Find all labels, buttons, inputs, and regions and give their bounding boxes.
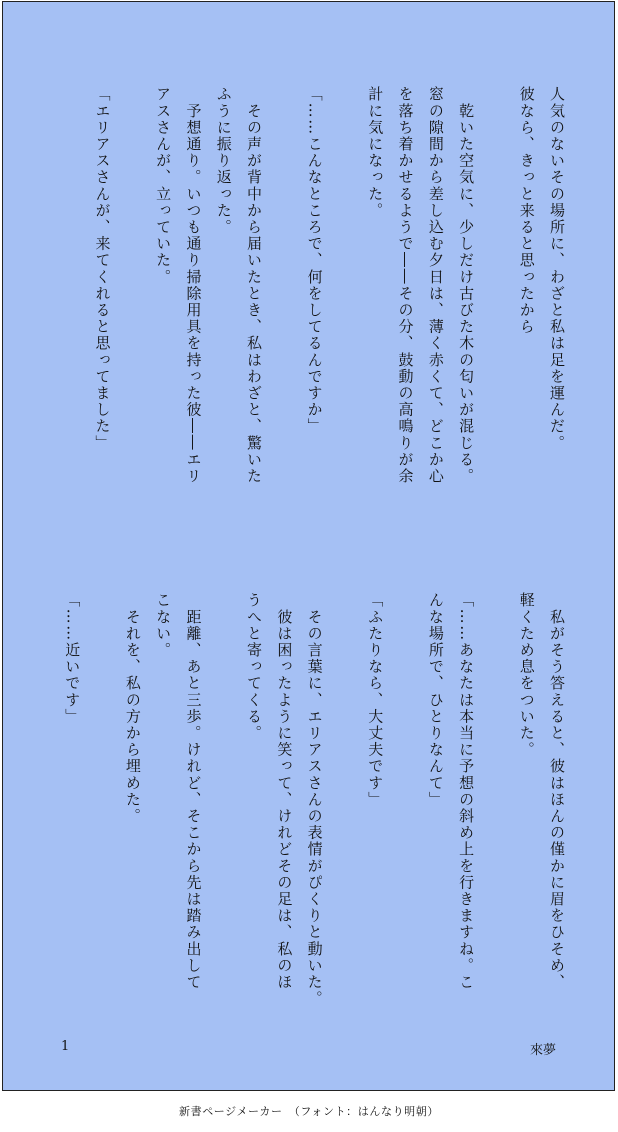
upper-text-line [118,86,148,546]
lower-text-line: 彼は困ったように笑って、けれどその足は、私のほ [275,592,294,991]
footer-caption: 新書ページメーカー （フォント：はんなり明朝） [179,1105,439,1118]
upper-text-line: を落ち着かせるようで――その分、鼓動の高鳴りが余 [396,86,415,485]
lower-text-line: 軽くため息をついた。 [517,592,536,758]
lower-text-line: うへと寄ってくる。 [245,592,264,742]
lower-text-line [87,592,117,1052]
upper-text-line [481,86,511,546]
lower-text-line: 私がそう答えると、彼はほんの僅かに眉をひそめ、 [548,592,566,991]
lower-text-line: 「……近いです」 [63,592,82,725]
lower-text-line: それを、私の方から埋めた。 [123,592,142,825]
upper-text-line: 「……こんなところで、何をしてるんですか」 [305,86,324,435]
upper-text-line: 予想通り。いつも通り掃除用具を持った彼――エリ [184,86,203,485]
lower-text-line [330,592,360,1052]
manuscript-page [2,1,615,1091]
upper-text-line: 乾いた空気に、少しだけ古びた木の匂いが混じる。 [457,86,476,485]
upper-text-line: 窓の隙間から差し込む夕日は、薄く赤くて、どこか心 [426,86,445,485]
upper-text-line: アスさんが、立っていた。 [154,86,173,286]
upper-text-line: 彼なら、きっと来ると思ったから [517,86,536,335]
lower-text-line: 「ふたりなら、大丈夫です」 [366,592,385,808]
lower-text-line [481,592,511,1052]
lower-text-line: 距離、あと三歩。けれど、そこから先は踏み出して [184,592,203,991]
lower-text-line: その言葉に、エリアスさんの表情がぴくりと動いた。 [305,592,324,1007]
lower-text-line: こない。 [154,592,173,659]
page-number: 1 [61,1039,70,1054]
upper-text-line: その声が背中から届いたとき、私はわざと、驚いた [245,86,264,485]
lower-text-line [390,592,420,1052]
upper-text-block [87,86,572,546]
author-name: 來夢 [529,1043,556,1058]
upper-text-line: 人気のないその場所に、わざと私は足を運んだ。 [548,86,566,452]
lower-text-line: 「……あなたは本当に予想の斜め上を行きますね。こ [457,592,476,991]
upper-text-line [330,86,360,546]
upper-text-line [269,86,299,546]
upper-text-line: 「エリアスさんが、来てくれると思ってました」 [93,86,112,452]
lower-text-block [57,592,572,1052]
lower-text-line [208,592,238,1052]
upper-text-line: ふうに振り返った。 [214,86,233,236]
upper-text-line: 計に気になった。 [366,86,385,219]
lower-text-line: んな場所で、ひとりなんて」 [426,592,445,808]
